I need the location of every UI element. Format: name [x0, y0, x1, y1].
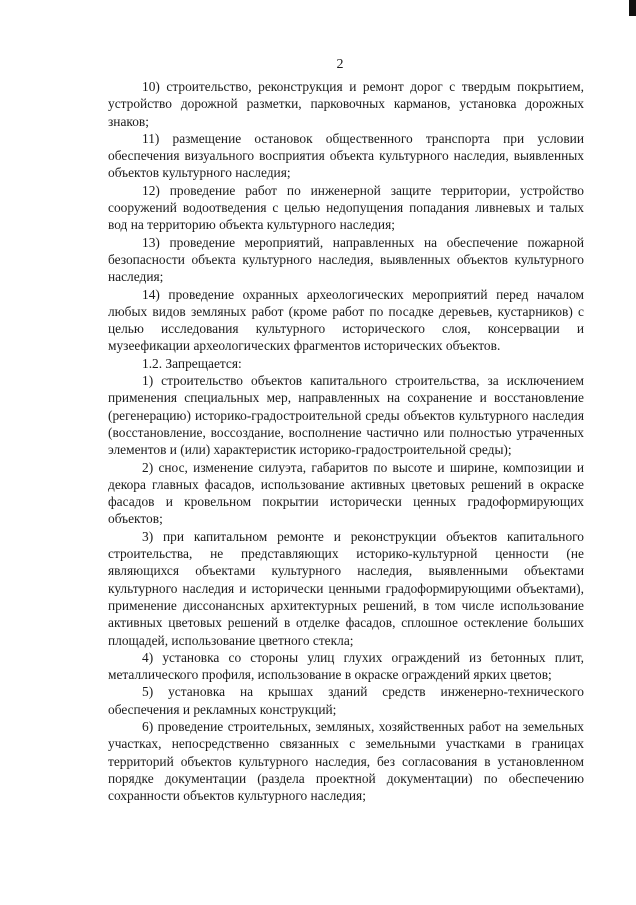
prohibited-item-3: 3) при капитальном ремонте и реконструкции объектов капитального строительства, не представляющих историко-культурной ценности (не являющихся объектами культурного наследия, выявленными объектами культурного наследия и исторически ценными градоформирующими объектами), применение диссонансных архитектурных решений, в том числе использование активных цветовых решений в отделке фасадов, сплошное остекление больших площадей, использование цветного стекла;: [108, 528, 584, 648]
paragraph-item-11: 11) размещение остановок общественного транспорта при условии обеспечения визуального восприятия объекта культурного наследия, выявленных объектов культурного наследия;: [108, 130, 584, 181]
prohibited-item-6: 6) проведение строительных, земляных, хозяйственных работ на земельных участках, непосредственно связанных с земельными участками в границах территорий объектов культурного наследия, без согласования в установленном порядке документации (раздела проектной документации) по обеспечению сохранности объектов культурного наследия;: [108, 718, 584, 804]
paragraph-item-12: 12) проведение работ по инженерной защите территории, устройство сооружений водоотведения с целью недопущения попадания ливневых и талых вод на территорию объекта культурного наследия;: [108, 182, 584, 233]
prohibited-item-4: 4) установка со стороны улиц глухих ограждений из бетонных плит, металлического профиля, использование в окраске ограждений ярких цветов;: [108, 649, 584, 683]
corner-scan-mark: [629, 0, 636, 16]
page-number: 2: [336, 57, 344, 72]
prohibited-item-1: 1) строительство объектов капитального строительства, за исключением применения специальных мер, направленных на сохранение и восстановление (регенерацию) историко-градостроительной среды объектов культурного наследия (восстановление, воссоздание, восполнение частично или полностью утраченных элементов и (или) характеристик историко-градостроительной среды);: [108, 373, 584, 458]
prohibited-item-5: 5) установка на крышах зданий средств инженерно-технического обеспечения и рекламных конструкций;: [108, 684, 584, 717]
paragraph-item-14: 14) проведение охранных археологических мероприятий перед началом любых видов земляных работ (кроме работ по посадке деревьев, кустарников) с целью исследования культурного исторического слоя, консервации и музеефикации археологических фрагментов исторических объектов.: [108, 286, 584, 354]
document-body: [108, 78, 584, 804]
section-heading-prohibited: 1.2. Запрещается:: [142, 355, 242, 371]
paragraph-item-10: 10) строительство, реконструкция и ремонт дорог с твердым покрытием, устройство дорожной разметки, парковочных карманов, установка дорожных знаков;: [108, 79, 584, 129]
paragraph-item-13: 13) проведение мероприятий, направленных на обеспечение пожарной безопасности объекта культурного наследия, выявленных объектов культурного наследия;: [108, 234, 584, 285]
prohibited-item-2: 2) снос, изменение силуэта, габаритов по высоте и ширине, композиции и декора главных фасадов, использование активных цветовых решений в окраске фасадов и кровельном покрытии исторически ценных градоформирующих объектов;: [108, 459, 584, 527]
